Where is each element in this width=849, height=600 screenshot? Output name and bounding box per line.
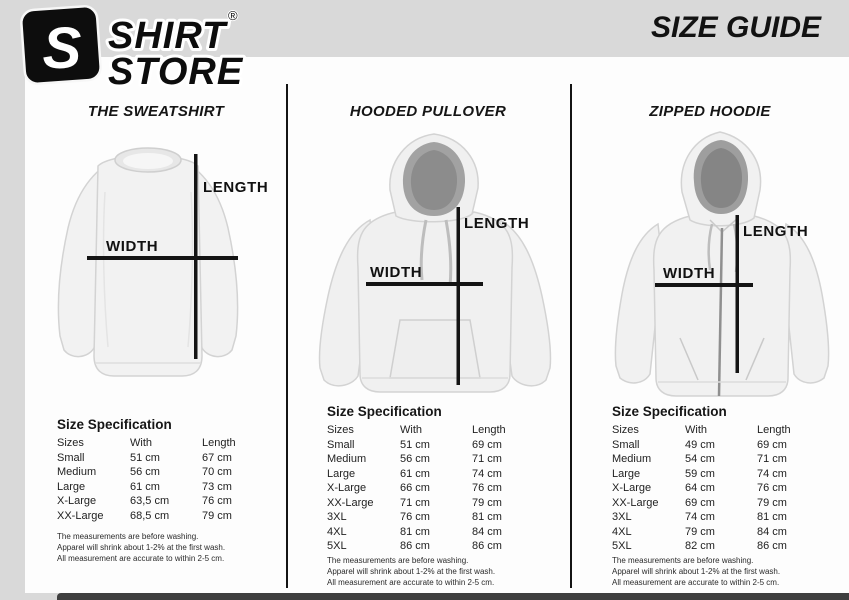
width-label: WIDTH: [370, 264, 423, 281]
table-cell: 3XL: [327, 511, 347, 523]
table-row: [327, 539, 542, 554]
shirt-store-logo-graphic: [16, 2, 286, 92]
table-cell: 59 cm: [685, 467, 715, 480]
table-cell: Medium: [57, 466, 97, 478]
footnote-line: All measurement are accurate to within 2-5 cm.: [612, 577, 780, 587]
footnote-line: Apparel will shrink about 1-2% at the first wash.: [57, 542, 226, 552]
column-title-zipped-hoodie: ZIPPED HOODIE: [649, 103, 771, 120]
table-cell: 86 cm: [472, 540, 502, 552]
table-row: [327, 438, 542, 453]
header-sizes: Sizes: [57, 437, 84, 449]
table-cell: 84 cm: [757, 525, 787, 538]
table-cell: 81 cm: [400, 525, 430, 538]
table-row: [327, 496, 542, 511]
zipped-hoodie-image: [592, 128, 838, 413]
table-cell: 69 cm: [685, 496, 715, 509]
width-label: WIDTH: [663, 265, 716, 282]
table-cell: X-Large: [612, 482, 652, 494]
table-row: [327, 452, 542, 467]
table-cell: Medium: [327, 453, 367, 465]
table-cell: 76 cm: [472, 482, 502, 494]
table-row: [327, 525, 542, 540]
table-cell: X-Large: [327, 482, 367, 494]
table-header-row: [57, 436, 272, 451]
table-cell: 69 cm: [757, 438, 787, 451]
table-row: [612, 496, 827, 511]
table-row: [327, 467, 542, 482]
bottom-edge-bar: [57, 593, 849, 600]
size-spec-table-hooded-pullover: [327, 404, 542, 554]
footnote-hooded-pullover: [327, 556, 567, 588]
length-label: LENGTH: [743, 223, 809, 240]
table-cell: 51 cm: [130, 451, 160, 464]
size-spec-table-sweatshirt: [57, 417, 272, 523]
footnote-line: The measurements are before washing.: [327, 556, 469, 565]
table-cell: 86 cm: [757, 540, 787, 552]
table-cell: 79 cm: [472, 496, 502, 509]
length-measure-line: [736, 215, 740, 373]
table-row: [612, 525, 827, 540]
table-cell: Small: [612, 438, 640, 451]
length-label: LENGTH: [203, 179, 269, 196]
table-cell: 74 cm: [685, 511, 715, 523]
table-cell: 79 cm: [202, 509, 232, 522]
table-row: [327, 481, 542, 496]
width-measure-line: [87, 256, 238, 260]
table-cell: Medium: [612, 453, 652, 465]
page-title: SIZE GUIDE: [650, 11, 821, 44]
table-cell: 74 cm: [472, 467, 502, 480]
table-row: [612, 539, 827, 554]
table-cell: 5XL: [327, 540, 347, 552]
table-cell: 71 cm: [400, 496, 430, 509]
logo-text-store: STORE: [108, 51, 244, 92]
table-row: [57, 451, 272, 466]
footnote-line: The measurements are before washing.: [57, 532, 199, 541]
table-cell: 79 cm: [685, 525, 715, 538]
column-divider-2: [570, 84, 572, 588]
table-row: [612, 510, 827, 525]
table-cell: 71 cm: [472, 453, 502, 465]
table-cell: 71 cm: [757, 453, 787, 465]
header-length: Length: [202, 437, 236, 449]
table-cell: 76 cm: [202, 495, 232, 507]
table-cell: 54 cm: [685, 453, 715, 465]
size-spec-title: Size Specification: [612, 404, 727, 419]
table-cell: XX-Large: [57, 509, 104, 522]
table-row: [57, 480, 272, 495]
footnote-zipped-hoodie: [612, 556, 849, 588]
table-header-row: [612, 423, 827, 438]
kangaroo-pocket: [390, 320, 480, 378]
header-sizes: Sizes: [327, 424, 354, 436]
table-cell: 68,5 cm: [130, 509, 170, 522]
table-cell: 5XL: [612, 540, 632, 552]
logo-s-letter: S: [42, 16, 82, 81]
table-cell: 49 cm: [685, 438, 715, 451]
table-cell: Large: [612, 467, 641, 480]
header-width: With: [130, 437, 152, 449]
table-cell: 70 cm: [202, 466, 232, 478]
footnote-line: Apparel will shrink about 1-2% at the first wash.: [612, 566, 781, 576]
table-cell: 84 cm: [472, 525, 502, 538]
footnote-line: The measurements are before washing.: [612, 556, 754, 565]
table-cell: 51 cm: [400, 438, 430, 451]
length-label: LENGTH: [464, 215, 530, 232]
column-title-sweatshirt: THE SWEATSHIRT: [87, 103, 225, 120]
width-measure-line: [655, 283, 753, 287]
header-length: Length: [757, 424, 791, 436]
table-cell: 66 cm: [400, 482, 430, 494]
width-label: WIDTH: [106, 238, 159, 255]
table-row: [612, 452, 827, 467]
table-cell: 76 cm: [400, 511, 430, 523]
table-cell: 82 cm: [685, 540, 715, 552]
table-cell: 73 cm: [202, 480, 232, 493]
table-cell: Large: [327, 467, 356, 480]
table-cell: Large: [57, 480, 86, 493]
size-spec-table-zipped-hoodie: [612, 404, 827, 554]
header-sizes: Sizes: [612, 424, 639, 436]
table-body: [327, 438, 542, 554]
table-cell: 64 cm: [685, 482, 715, 494]
table-cell: 76 cm: [757, 482, 787, 494]
table-cell: 69 cm: [472, 438, 502, 451]
footnote-line: Apparel will shrink about 1-2% at the first wash.: [327, 566, 496, 576]
table-cell: 56 cm: [130, 466, 160, 478]
size-spec-title: Size Specification: [327, 404, 442, 419]
table-cell: 81 cm: [472, 511, 502, 523]
hooded-pullover-image: [300, 128, 568, 411]
shirt-store-logo: [16, 2, 286, 97]
sweatshirt-image: [30, 132, 280, 419]
table-cell: X-Large: [57, 495, 97, 507]
table-row: [612, 467, 827, 482]
table-row: [612, 438, 827, 453]
table-cell: 56 cm: [400, 453, 430, 465]
footnote-line: All measurement are accurate to within 2-5 cm.: [57, 553, 225, 563]
length-measure-line: [457, 207, 461, 385]
table-row: [327, 510, 542, 525]
table-cell: 4XL: [327, 525, 347, 538]
table-cell: 74 cm: [757, 467, 787, 480]
table-cell: 3XL: [612, 511, 632, 523]
table-cell: 63,5 cm: [130, 495, 170, 507]
table-cell: 86 cm: [400, 540, 430, 552]
table-body: [612, 438, 827, 554]
table-row: [57, 465, 272, 480]
size-spec-title: Size Specification: [57, 417, 172, 432]
width-measure-line: [366, 282, 483, 286]
table-cell: 67 cm: [202, 451, 232, 464]
table-cell: XX-Large: [612, 496, 659, 509]
sweatshirt-body: [94, 156, 202, 377]
footnote-sweatshirt: [57, 532, 297, 564]
table-header-row: [327, 423, 542, 438]
table-cell: 81 cm: [757, 511, 787, 523]
header-length: Length: [472, 424, 506, 436]
header-width: With: [685, 424, 707, 436]
table-row: [57, 494, 272, 509]
header-width: With: [400, 424, 422, 436]
footnote-line: All measurement are accurate to within 2-5 cm.: [327, 577, 495, 587]
table-cell: 79 cm: [757, 496, 787, 509]
column-title-hooded-pullover: HOODED PULLOVER: [349, 103, 507, 120]
table-cell: 61 cm: [130, 480, 160, 493]
table-cell: 61 cm: [400, 467, 430, 480]
table-row: [57, 509, 272, 524]
registered-trademark-icon: ®: [228, 8, 238, 23]
table-body: [57, 451, 272, 524]
table-cell: Small: [327, 438, 355, 451]
table-cell: Small: [57, 451, 85, 464]
table-cell: XX-Large: [327, 496, 374, 509]
logo-text-shirt: SHIRT: [108, 15, 227, 57]
column-divider-1: [286, 84, 288, 588]
table-row: [612, 481, 827, 496]
table-cell: 4XL: [612, 525, 632, 538]
